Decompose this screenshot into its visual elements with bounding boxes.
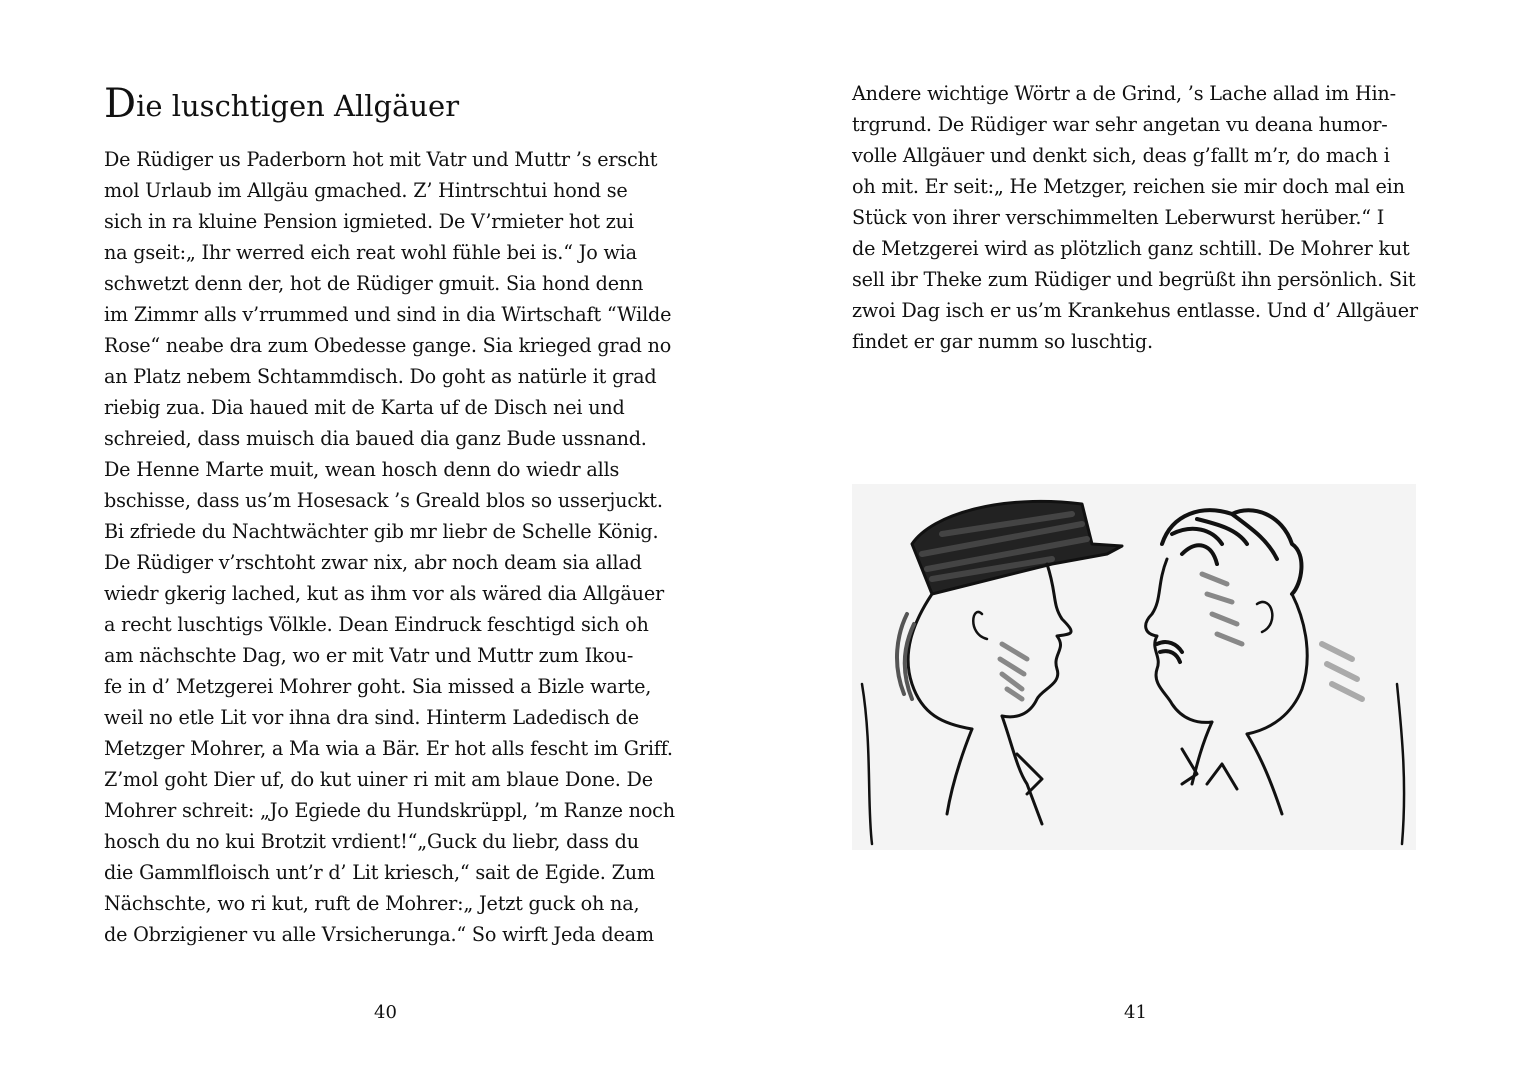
text-line: Stück von ihrer verschimmelten Leberwurst herüber.“ I [852,206,1385,229]
text-line: De Henne Marte muit, wean hosch denn do wiedr alls [104,458,620,481]
text-line: Rose“ neabe dra zum Obedesse gange. Sia krieged grad no [104,334,672,357]
text-line: mol Urlaub im Allgäu gmached. Z’ Hintrschtui hond se [104,179,628,202]
text-line: die Gammlfloisch unt’r d’ Lit kriesch,“ sait de Egide. Zum [104,861,655,884]
text-line: a recht luschtigs Völkle. Dean Eindruck feschtigd sich oh [104,613,649,636]
text-line: Andere wichtige Wörtr a de Grind, ’s Lache allad im Hin- [852,82,1396,105]
text-line: de Obrzigiener vu alle Vrsicherunga.“ So wirft Jeda deam [104,923,654,946]
text-line: Mohrer schreit: „Jo Egiede du Hundskrüppl, ’m Ranze noch [104,799,675,822]
left-page [104,82,684,950]
text-line: De Rüdiger v’rschtoht zwar nix, abr noch deam sia allad [104,551,642,574]
text-line: Nächschte, wo ri kut, ruft de Mohrer:„ Jetzt guck oh na, [104,892,640,915]
text-line: zwoi Dag isch er us’m Krankehus entlasse. Und d’ Allgäuer [852,299,1418,322]
text-line: am nächschte Dag, wo er mit Vatr und Muttr zum Ikou- [104,644,634,667]
text-line: volle Allgäuer und denkt sich, deas g’fallt m’r, do mach i [852,144,1390,167]
text-line: oh mit. Er seit:„ He Metzger, reichen sie mir doch mal ein [852,175,1405,198]
chapter-title [104,82,684,126]
text-line: de Metzgerei wird as plötzlich ganz schtill. De Mohrer kut [852,237,1410,260]
text-line: riebig zua. Dia haued mit de Karta uf de Disch nei und [104,396,625,419]
text-line: De Rüdiger us Paderborn hot mit Vatr und Muttr ’s erscht [104,148,658,171]
right-body-text [852,78,1432,357]
text-line: hosch du no kui Brotzit vrdient!“„Guck du liebr, dass du [104,830,639,853]
text-line: bschisse, dass us’m Hosesack ’s Greald blos so usserjuckt. [104,489,663,512]
title-rest: ie luschtigen Allgäuer [136,89,460,123]
page-number-left: 40 [374,1002,397,1023]
left-body-text [104,144,684,950]
text-line: Metzger Mohrer, a Ma wia a Bär. Er hot alls fescht im Griff. [104,737,673,760]
text-line: sich in ra kluine Pension igmieted. De V’rmieter hot zui [104,210,634,233]
text-line: findet er gar numm so luschtig. [852,330,1153,353]
page-number-right: 41 [1124,1002,1147,1023]
text-line: im Zimmr alls v’rrummed und sind in dia Wirtschaft “Wilde [104,303,672,326]
right-page [852,78,1432,357]
text-line: an Platz nebem Schtammdisch. Do goht as natürle it grad [104,365,657,388]
title-initial: D [104,81,137,127]
text-line: trgrund. De Rüdiger war sehr angetan vu deana humor- [852,113,1388,136]
text-line: na gseit:„ Ihr werred eich reat wohl fühle bei is.“ Jo wia [104,241,637,264]
text-line: wiedr gkerig lached, kut as ihm vor als wäred dia Allgäuer [104,582,664,605]
text-line: schreied, dass muisch dia baued dia ganz Bude ussnand. [104,427,647,450]
text-line: sell ibr Theke zum Rüdiger und begrüßt ihn persönlich. Sit [852,268,1416,291]
text-line: Bi zfriede du Nachtwächter gib mr liebr de Schelle König. [104,520,659,543]
text-line: Z’mol goht Dier uf, do kut uiner ri mit am blaue Done. De [104,768,653,791]
text-line: weil no etle Lit vor ihna dra sind. Hinterm Ladedisch de [104,706,639,729]
pencil-sketch-icon [852,484,1416,850]
text-line: fe in d’ Metzgerei Mohrer goht. Sia missed a Bizle warte, [104,675,652,698]
text-line: schwetzt denn der, hot de Rüdiger gmuit. Sia hond denn [104,272,644,295]
